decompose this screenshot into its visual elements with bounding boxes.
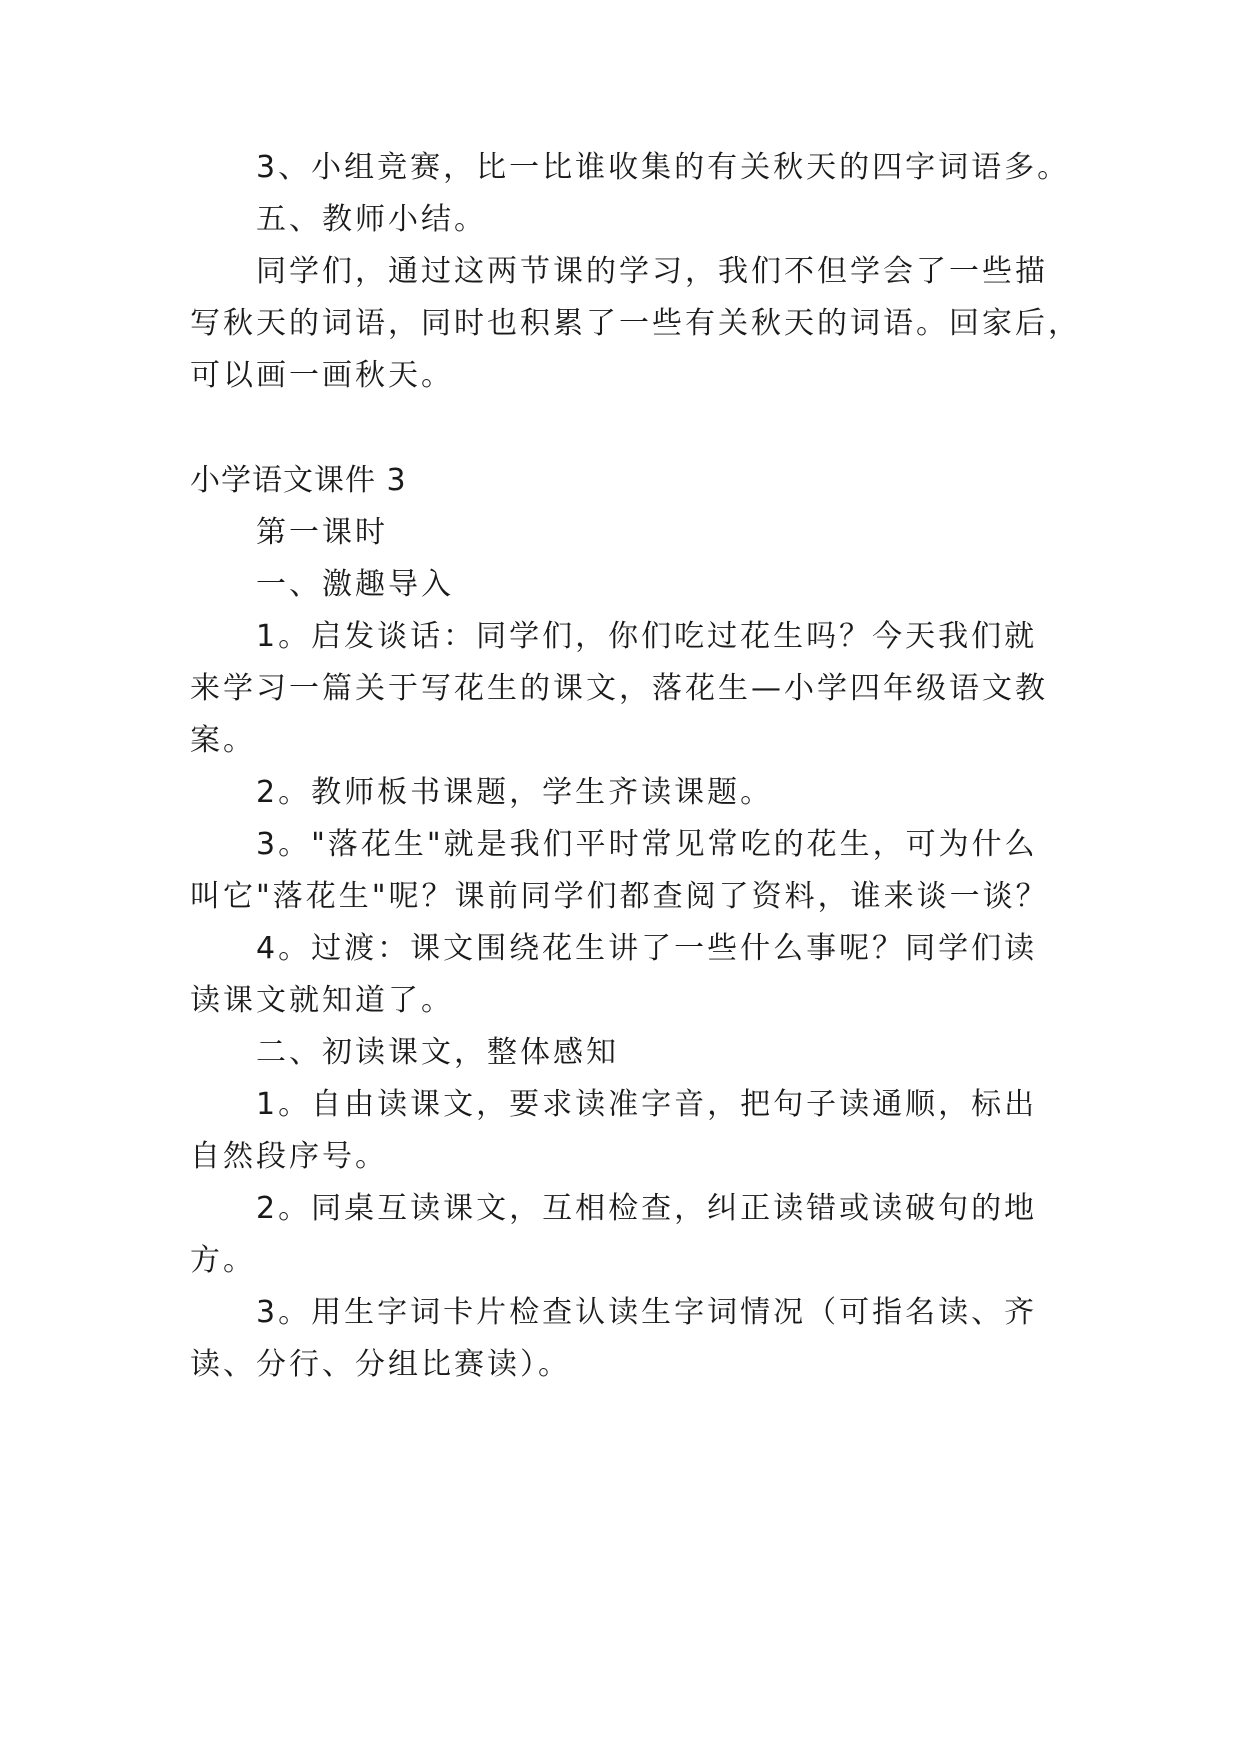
- p3-line-1: 3。"落花生"就是我们平时常见常吃的花生，可为什么: [256, 827, 1038, 862]
- p2-line-1: 2。教师板书课题，学生齐读课题。: [256, 775, 774, 810]
- heading-5: 五、教师小结。: [256, 202, 487, 237]
- p4-line-2: 读课文就知道了。: [190, 983, 454, 1018]
- q2-line-1: 2。同桌互读课文，互相检查，纠正读错或读破句的地: [256, 1191, 1038, 1226]
- p3-line-2: 叫它"落花生"呢？课前同学们都查阅了资料，谁来谈一谈？: [190, 879, 1049, 914]
- q1-line-2: 自然段序号。: [190, 1139, 388, 1174]
- summary-line-2: 写秋天的词语，同时也积累了一些有关秋天的词语。回家后，: [190, 306, 1081, 341]
- q3-line-2: 读、分行、分组比赛读）。: [190, 1347, 571, 1382]
- q3-line-1: 3。用生字词卡片检查认读生字词情况（可指名读、齐: [256, 1295, 1038, 1330]
- p4-line-1: 4。过渡：课文围绕花生讲了一些什么事呢？同学们读: [256, 931, 1038, 966]
- courseware-title: 小学语文课件 3: [190, 463, 407, 498]
- q2-line-2: 方。: [190, 1243, 256, 1278]
- summary-line-3: 可以画一画秋天。: [190, 358, 454, 393]
- q1-line-1: 1。自由读课文，要求读准字音，把句子读通顺，标出: [256, 1087, 1038, 1122]
- p1-line-3: 案。: [190, 723, 256, 758]
- p1-line-1: 1。启发谈话：同学们，你们吃过花生吗？今天我们就: [256, 619, 1038, 654]
- part-1-heading: 一、激趣导入: [256, 567, 454, 602]
- lesson-period: 第一课时: [256, 515, 388, 550]
- part-2-heading: 二、初读课文，整体感知: [256, 1035, 619, 1070]
- summary-line-1: 同学们，通过这两节课的学习，我们不但学会了一些描: [256, 254, 1048, 289]
- p1-line-2: 来学习一篇关于写花生的课文，落花生—小学四年级语文教: [190, 671, 1048, 706]
- item-3-line: 3、小组竞赛，比一比谁收集的有关秋天的四字词语多。: [256, 150, 1071, 185]
